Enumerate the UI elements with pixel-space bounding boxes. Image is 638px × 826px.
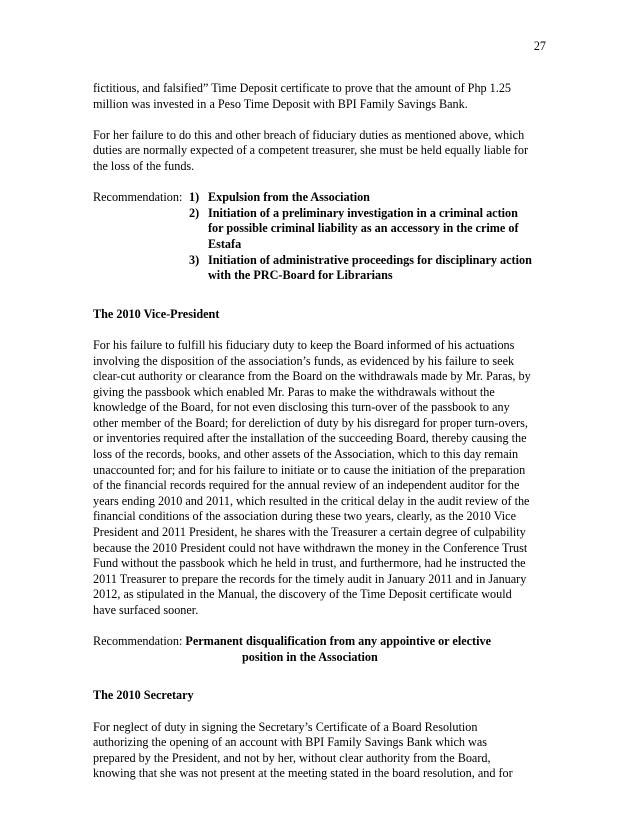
section-heading-vice-president: The 2010 Vice-President bbox=[93, 306, 220, 321]
recommendation-item-text: Expulsion from the Association bbox=[208, 190, 370, 205]
recommendation-label: Recommendation: bbox=[93, 190, 183, 205]
recommendation-item-text: Initiation of administrative proceedings for disciplinary action with the PRC-Board for Librarians bbox=[208, 252, 532, 283]
page-content bbox=[93, 81, 553, 782]
recommendation-label: Recommendation: bbox=[93, 634, 183, 649]
section-heading-secretary: The 2010 Secretary bbox=[93, 688, 194, 703]
paragraph-time-deposit: fictitious, and falsified” Time Deposit certificate to prove that the amount of Php 1.25 million was invested in a Peso Time Deposit with BPI Family Savings Bank. bbox=[93, 81, 512, 111]
recommendation-item-text: Initiation of a preliminary investigation in a criminal action for possible criminal liability as an accessory in the crime of Estafa bbox=[208, 205, 519, 251]
recommendation-item-number: 2) bbox=[189, 205, 200, 220]
paragraph-vice-president: For his failure to fulfill his fiduciary duty to keep the Board informed of his actuations involving the disposition of the association’s funds, as evidenced by his failure to seek clear-cut authority or clearance from the Board on the withdrawals made by Mr. Paras, by giving the passbook which enabled Mr. Paras to make the withdrawals without the knowledge of the Board, for not even disclosing this turn-over of the passbook to any other member of the Board; for dereliction of duty by his disregard for proper turn-overs, or inventories required after the installation of the succeeding Board, thereby causing the loss of the records, books, and other assets of the Association, which to this day remain unaccounted for; and for his failure to initiate or to cause the initiation of the preparation of the financial records required for the annual review of an independent auditor for the years ending 2010 and 2011, which resulted in the critical delay in the audit review of the financial conditions of the association during these two years, clearly, as the 2010 Vice President and 2011 President, he shares with the Treasurer a certain degree of culpability because the 2010 President could not have withdrawn the money in the Conference Trust Fund without the passbook which he held in trust, and furthermore, had he instructed the 2011 Treasurer to prepare the records for the timely audit in January 2011 and in January 2012, as stipulated in the Manual, the discovery of the Time Deposit certificate would have surfaced sooner. bbox=[93, 337, 531, 617]
recommendation-treasurer bbox=[93, 190, 553, 284]
recommendation-text: Permanent disqualification from any appointive or elective bbox=[185, 634, 491, 649]
recommendation-vice-president bbox=[93, 634, 553, 665]
page-number: 27 bbox=[533, 39, 546, 53]
recommendation-item bbox=[189, 253, 553, 284]
paragraph-treasurer-liability: For her failure to do this and other breach of fiduciary duties as mentioned above, which duties are normally expected of a competent treasurer, she must be held equally liable for the loss of the funds. bbox=[93, 127, 529, 173]
paragraph-secretary: For neglect of duty in signing the Secretary’s Certificate of a Board Resolution authorizing the opening of an account with BPI Family Savings Bank which was prepared by the President, and not by her, without clear authority from the Board, knowing that she was not present at the meeting stated in the board resolution, and for bbox=[93, 719, 513, 781]
recommendation-text-continued: position in the Association bbox=[242, 649, 378, 664]
recommendation-item bbox=[189, 206, 553, 253]
recommendation-item bbox=[189, 190, 553, 206]
recommendation-item-number: 1) bbox=[189, 190, 200, 205]
recommendation-item-number: 3) bbox=[189, 252, 200, 267]
recommendation-list bbox=[189, 190, 553, 284]
